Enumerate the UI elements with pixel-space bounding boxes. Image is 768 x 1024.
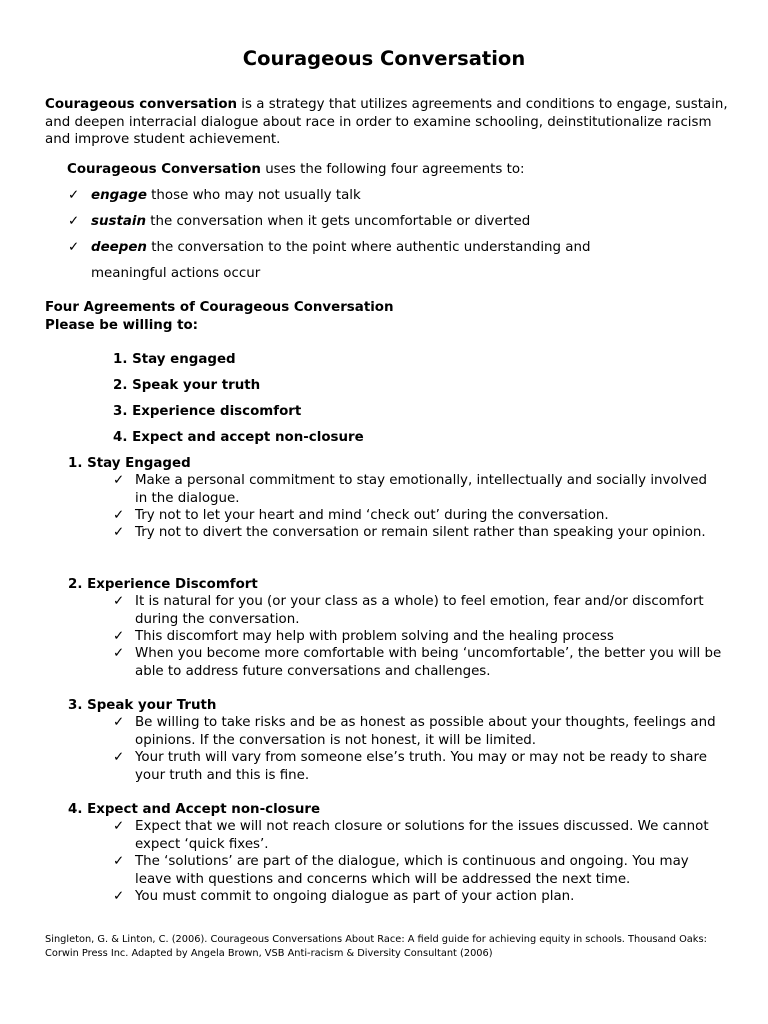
purpose-verb: deepen — [91, 240, 147, 255]
section-heading: 3. Speak your Truth — [68, 698, 217, 713]
list-item-text: Your truth will vary from someone else’s truth. You may or may not be ready to share your truth and this is fine. — [135, 750, 707, 783]
purpose-verb: sustain — [91, 214, 147, 229]
checkmark-icon: ✓ — [113, 750, 125, 765]
agreement-item: 3. Experience discomfort — [113, 404, 302, 419]
checkmark-icon: ✓ — [68, 214, 80, 229]
agreements-heading — [45, 299, 394, 334]
list-item-text: You must commit to ongoing dialogue as part of your action plan. — [135, 889, 575, 904]
agreement-item: 1. Stay engaged — [113, 352, 236, 367]
list-item — [113, 888, 723, 906]
intro-term: Courageous conversation — [45, 97, 238, 112]
checkmark-icon: ✓ — [113, 715, 125, 730]
checkmark-icon: ✓ — [113, 819, 125, 834]
citation-footer: Singleton, G. & Linton, C. (2006). Courageous Conversations About Race: A field guide for achieving equity in schools. Thousand Oaks: Corwin Press Inc. Adapted by Angela Brown, VSB Anti-racism & Diversity Consultant (2006) — [45, 934, 707, 959]
list-item — [113, 524, 723, 542]
checkmark-icon: ✓ — [113, 854, 125, 869]
list-item — [113, 628, 723, 646]
checkmark-icon: ✓ — [113, 646, 125, 661]
list-item-text: Be willing to take risks and be as honest as possible about your thoughts, feelings and opinions. If the conversation is not honest, it will be limited. — [135, 715, 716, 748]
list-item — [113, 818, 723, 853]
section-heading: 1. Stay Engaged — [68, 456, 191, 471]
list-item — [113, 714, 723, 749]
checkmark-icon: ✓ — [113, 594, 125, 609]
list-item — [113, 472, 723, 507]
purpose-text: the conversation to the point where authentic understanding and — [146, 240, 591, 255]
uses-line — [67, 161, 525, 178]
checkmark-icon: ✓ — [113, 629, 125, 644]
list-item-text: Try not to divert the conversation or remain silent rather than speaking your opinion. — [135, 525, 706, 540]
list-item-text: This discomfort may help with problem solving and the healing process — [135, 629, 614, 644]
uses-term: Courageous Conversation — [67, 162, 261, 177]
list-item — [113, 593, 723, 628]
checkmark-icon: ✓ — [113, 508, 125, 523]
purpose-verb: engage — [91, 188, 147, 203]
checkmark-icon: ✓ — [68, 240, 80, 255]
list-item-text: When you become more comfortable with being ‘uncomfortable’, the better you will be able to address future conversations and challenges. — [135, 646, 722, 679]
agreements-heading-line: Four Agreements of Courageous Conversation — [45, 300, 394, 315]
purpose-text: meaningful actions occur — [91, 266, 261, 281]
agreement-item: 4. Expect and accept non-closure — [113, 430, 364, 445]
list-item-text: Expect that we will not reach closure or solutions for the issues discussed. We cannot expect ‘quick fixes’. — [135, 819, 709, 852]
agreement-item: 2. Speak your truth — [113, 378, 261, 393]
list-item-text: Make a personal commitment to stay emotionally, intellectually and socially involved in the dialogue. — [135, 473, 708, 506]
checkmark-icon: ✓ — [68, 188, 80, 203]
list-item — [113, 853, 723, 888]
list-item — [113, 749, 723, 784]
section-heading: 2. Experience Discomfort — [68, 577, 258, 592]
list-item-text: The ‘solutions’ are part of the dialogue, which is continuous and ongoing. You may leave with questions and concerns which will be addressed the next time. — [135, 854, 689, 887]
section-heading: 4. Expect and Accept non-closure — [68, 802, 321, 817]
list-item-text: Try not to let your heart and mind ‘check out’ during the conversation. — [135, 508, 609, 523]
list-item-text: It is natural for you (or your class as a whole) to feel emotion, fear and/or discomfort during the conversation. — [135, 594, 704, 627]
intro-paragraph — [45, 96, 735, 149]
checkmark-icon: ✓ — [113, 473, 125, 488]
purpose-text: those who may not usually talk — [146, 188, 361, 203]
checkmark-icon: ✓ — [113, 889, 125, 904]
page-title: Courageous Conversation — [242, 47, 526, 70]
uses-text: uses the following four agreements to: — [260, 162, 525, 177]
list-item — [113, 507, 723, 525]
intro-text: is a strategy that utilizes agreements and conditions to engage, sustain, and deepen interracial dialogue about race in order to examine schooling, deinstitutionalize racism and improve student achievement. — [45, 97, 728, 147]
purpose-text: the conversation when it gets uncomfortable or diverted — [146, 214, 531, 229]
list-item — [113, 645, 723, 680]
checkmark-icon: ✓ — [113, 525, 125, 540]
agreements-heading-line: Please be willing to: — [45, 317, 199, 333]
